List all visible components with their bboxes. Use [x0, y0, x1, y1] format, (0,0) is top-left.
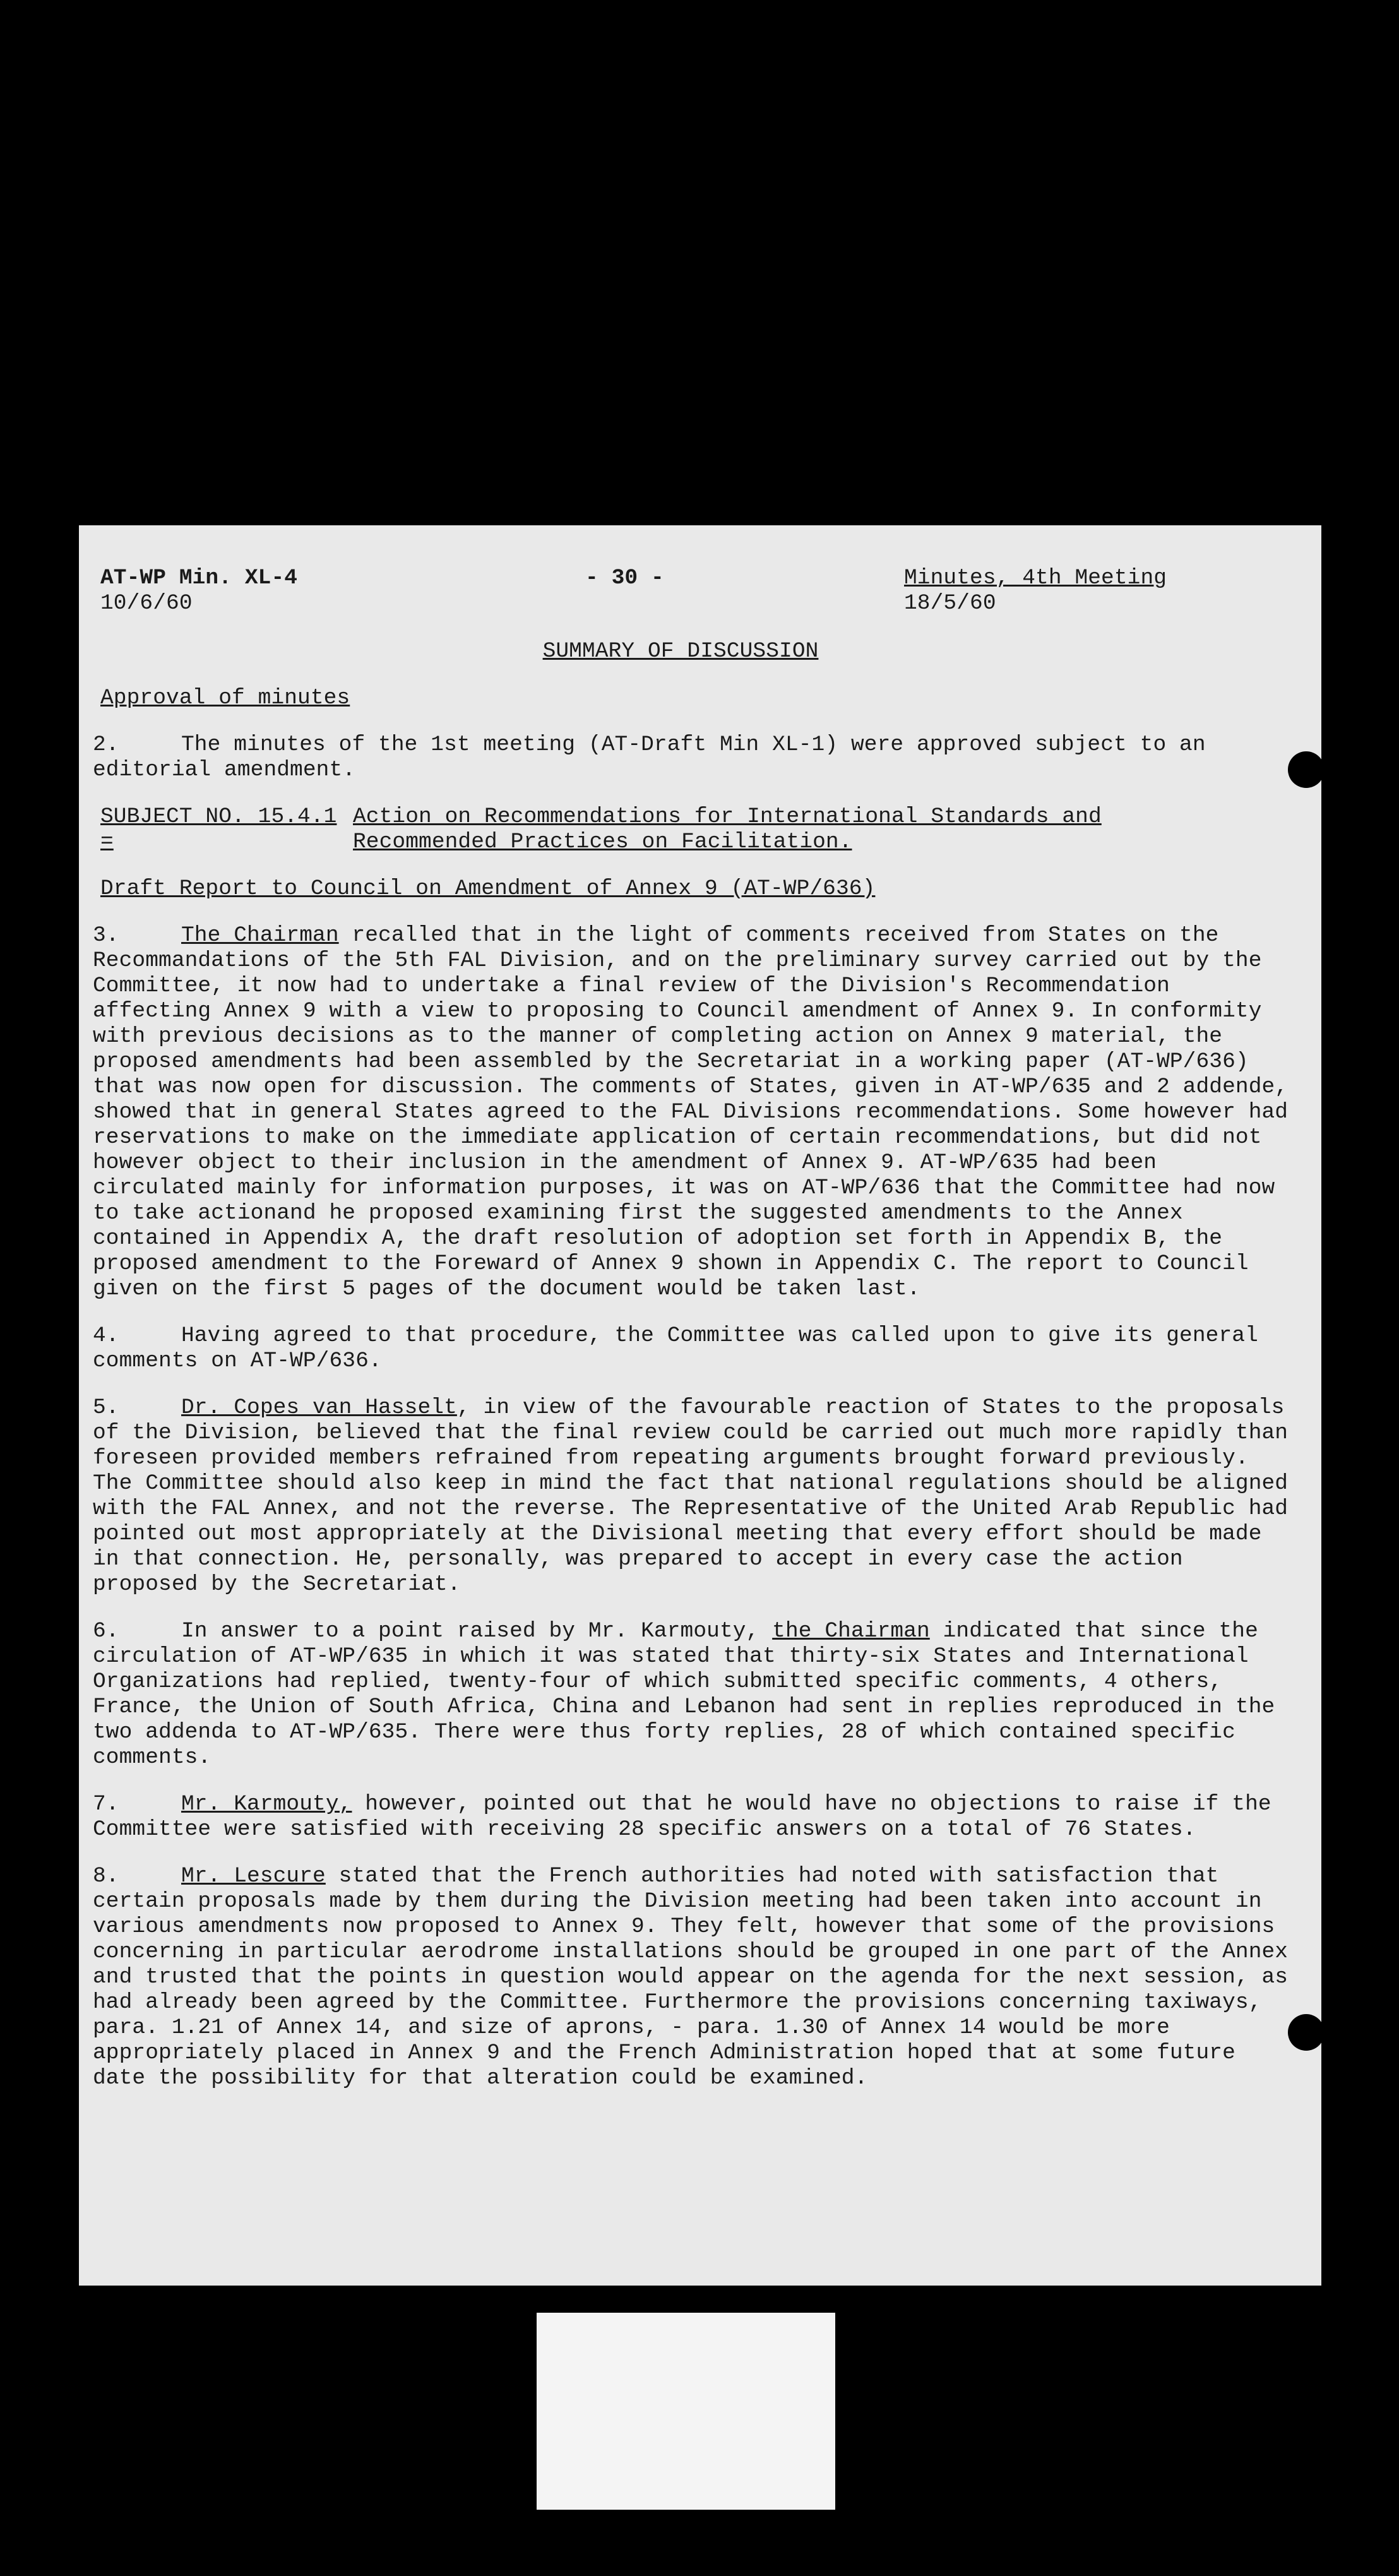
- paragraph-number: 2.: [93, 732, 119, 757]
- subject-line: [100, 804, 1294, 855]
- speaker-name: the Chairman: [772, 1619, 930, 1643]
- paragraph-number: 7.: [93, 1792, 119, 1816]
- header-right: [904, 566, 1167, 616]
- paragraph-text: , in view of the favourable reaction of States to the proposals of the Division, believed that the final review could be carried out much more rapidly than foreseen provided members refrained from repeating arguments brought forward previously. The Committee should also keep in mind the fact that national regulations should be aligned with the FAL Annex, and not the reverse. The Representative of the United Arab Republic had pointed out most appropriately at the Divisional meeting that every effort should be made in that connection. He, personally, was prepared to accept in every case the action proposed by the Secretariat.: [93, 1395, 1289, 1597]
- header-left: [100, 566, 297, 616]
- speaker-name: Mr. Karmouty,: [181, 1792, 352, 1816]
- paragraph-4: [93, 1323, 1294, 1374]
- paragraph-6: [93, 1619, 1294, 1770]
- paragraph-text: Having agreed to that procedure, the Committee was called upon to give its general comments on AT-WP/636.: [93, 1323, 1258, 1373]
- subject-label: SUBJECT NO. 15.4.1 =: [100, 804, 337, 854]
- paragraph-text-lead: In answer to a point raised by Mr. Karmouty,: [181, 1619, 773, 1643]
- speaker-name: Dr. Copes van Hasselt: [181, 1395, 457, 1420]
- paragraph-8: [93, 1864, 1294, 2091]
- paragraph-7: [93, 1792, 1294, 1842]
- blank-card: [537, 2313, 835, 2510]
- document-reference: AT-WP Min. XL-4: [100, 566, 298, 590]
- paragraph-text: however, pointed out that he would have no objections to raise if the Committee were satisfied with receiving 28 specific answers on a total of 76 States.: [93, 1792, 1271, 1842]
- paragraph-number: 5.: [93, 1395, 119, 1420]
- paragraph-number: 6.: [93, 1619, 119, 1643]
- draft-report-heading: Draft Report to Council on Amendment of Annex 9 (AT-WP/636): [100, 876, 876, 901]
- paragraph-3: [93, 923, 1294, 1302]
- punch-hole-top: [1288, 751, 1325, 788]
- paragraph-text: indicated that since the circulation of AT-WP/635 in which it was stated that thirty-six States and International Organizations had replied, twenty-four of which submitted specific comments, 4 others, France, the Union of South Africa, China and Lebanon had sent in replies reproduced in the two addenda to AT-WP/635. There were thus forty replies, 28 of which contained specific comments.: [93, 1619, 1275, 1770]
- approval-heading: Approval of minutes: [100, 686, 350, 710]
- page-header: [93, 566, 1294, 623]
- paragraph-5: [93, 1395, 1294, 1597]
- speaker-name: Mr. Lescure: [181, 1864, 326, 1888]
- document-date: 10/6/60: [100, 591, 193, 616]
- summary-title: SUMMARY OF DISCUSSION: [542, 639, 819, 664]
- paragraph-text: The minutes of the 1st meeting (AT-Draft Min XL-1) were approved subject to an editorial amendment.: [93, 732, 1206, 782]
- paragraph-number: 8.: [93, 1864, 119, 1888]
- paragraph-text: recalled that in the light of comments received from States on the Recommandations of the 5th FAL Division, and on the preliminary survey carried out by the Committee, it now had to undertake a final review of the Division's Recommendation affecting Annex 9 with a view to proposing to Council amendment of Annex 9. In conformity with previous decisions as to the manner of completing action on Annex 9 material, the proposed amendments had been assembled by the Secretariat in a working paper (AT-WP/636) that was now open for discussion. The comments of States, given in AT-WP/635 and 2 addende, showed that in general States agreed to the FAL Divisions recommendations. Some however had reservations to make on the immediate application of certain recommendations, but did not however object to their inclusion in the amendment of Annex 9. AT-WP/635 had been circulated mainly for information purposes, it was on AT-WP/636 that the Committee had now to take actionand he proposed examining first the suggested amendments to the Annex contained in Appendix A, the draft resolution of adoption set forth in Appendix B, the proposed amendment to the Foreward of Annex 9 shown in Appendix C. The report to Council given on the first 5 pages of the document would be taken last.: [93, 923, 1289, 1301]
- speaker-name: The Chairman: [181, 923, 339, 948]
- page-number: - 30 -: [585, 566, 664, 590]
- meeting-date: 18/5/60: [904, 591, 996, 616]
- paragraph-2: [93, 732, 1294, 783]
- paragraph-number: 3.: [93, 923, 119, 948]
- document-page: [79, 525, 1321, 2286]
- paragraph-number: 4.: [93, 1323, 119, 1348]
- punch-hole-bottom: [1288, 2014, 1325, 2051]
- meeting-title: Minutes, 4th Meeting: [904, 566, 1167, 590]
- paragraph-text: stated that the French authorities had noted with satisfaction that certain proposals made by them during the Division meeting had been taken into account in various amendments now proposed to Annex 9. They felt, however that some of the provisions concerning in particular aerodrome installations should be grouped in one part of the Annex and trusted that the points in question would appear on the agenda for the next session, as had already been agreed by the Committee. Furthermore the provisions concerning taxiways, para. 1.21 of Annex 14, and size of aprons, - para. 1.30 of Annex 14 would be more appropriately placed in Annex 9 and the French Administration hoped that at some future date the possibility for that alteration could be examined.: [93, 1864, 1289, 2090]
- subject-text: Action on Recommendations for International Standards and Recommended Practices on Facilitation.: [353, 804, 1102, 854]
